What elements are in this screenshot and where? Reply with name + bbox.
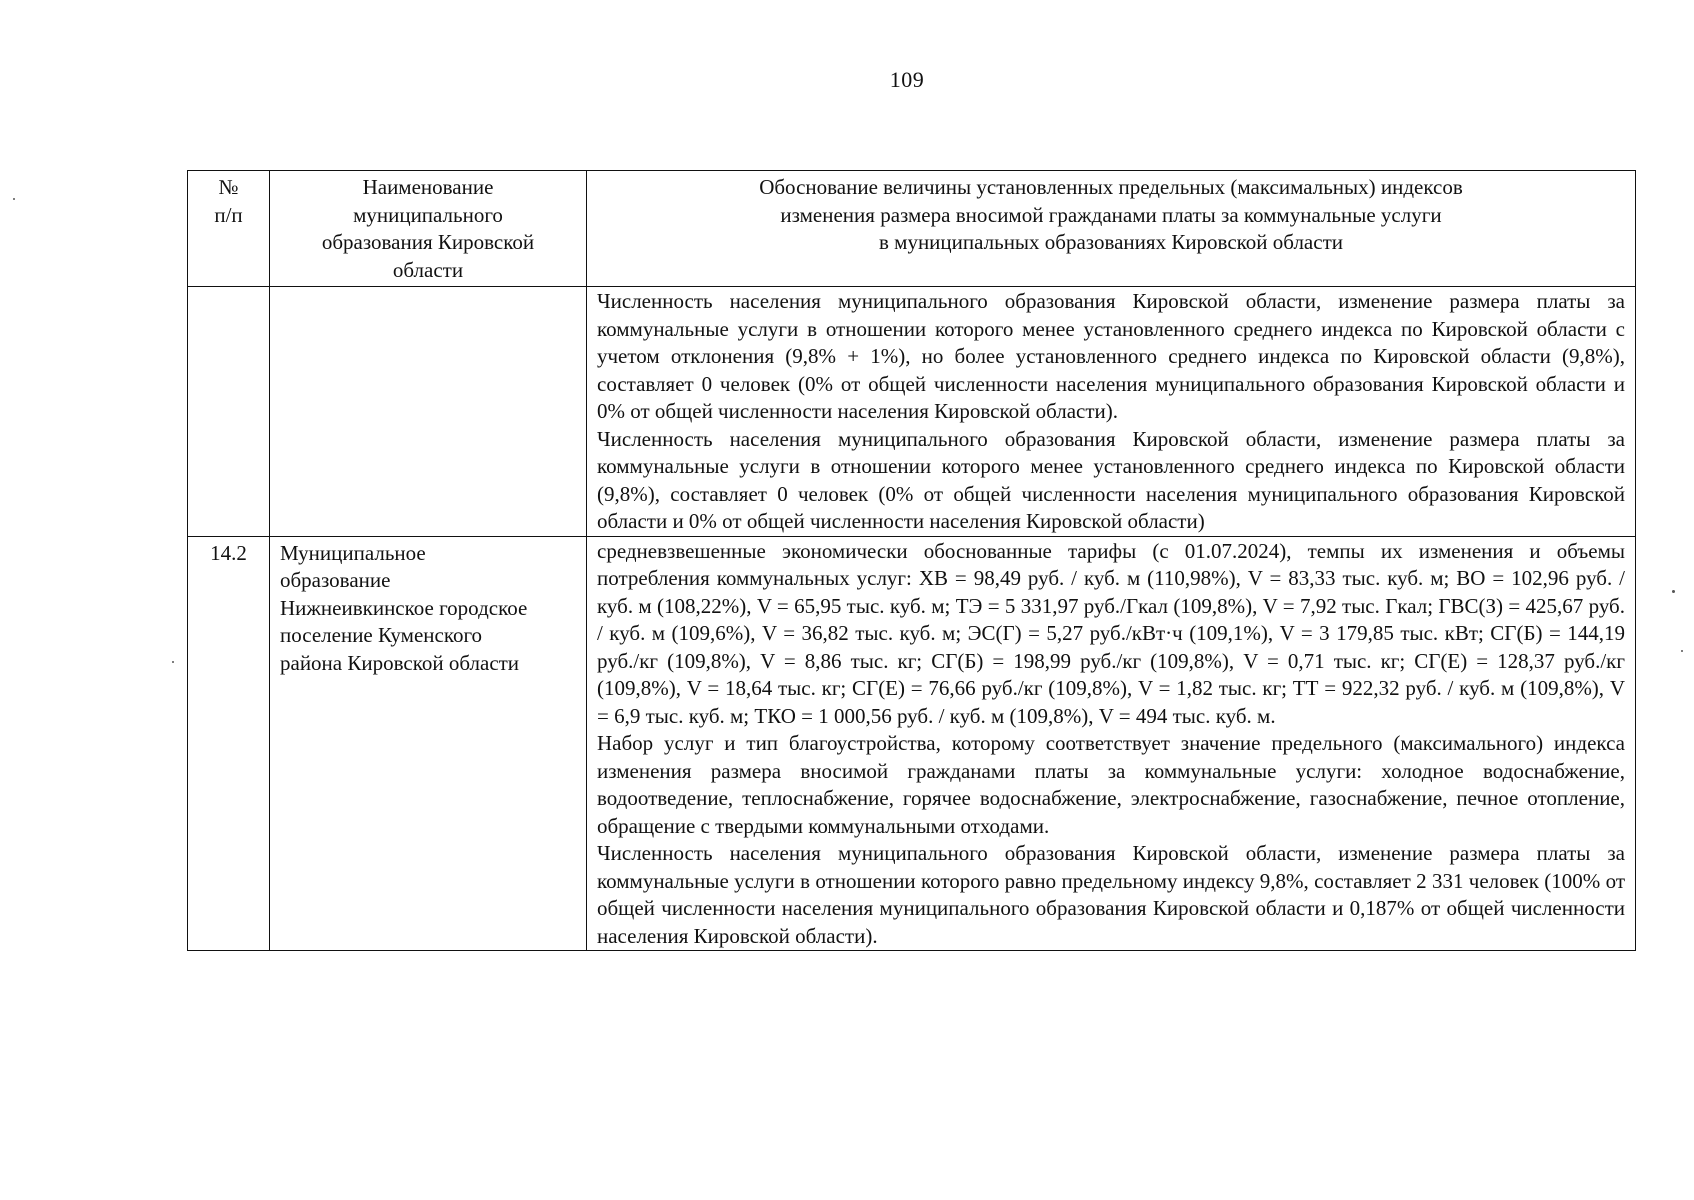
row-desc <box>587 287 1635 536</box>
row-name-line: Муниципальное <box>280 540 426 565</box>
row-name-line: района Кировской области <box>280 650 520 675</box>
header-desc-line: Обоснование величины установленных предельных (максимальных) индексов <box>759 175 1463 199</box>
row-name-line: поселение Куменского <box>280 623 483 647</box>
desc-paragraph: Набор услуг и тип благоустройства, которому соответствует значение предельного (максимального) индекса изменения размера вносимой гражданами платы за коммунальные услуги: холодное водоснабжение, водоотведение, теплоснабжение, горячее водоснабжение, электроснабжение, газоснабжение, печное отопление, обращение с твердыми коммунальными отходами. <box>597 731 1625 838</box>
row-name <box>270 537 586 681</box>
scan-speck <box>1681 650 1683 652</box>
desc-paragraph: Численность населения муниципального образования Кировской области, изменение размера платы за коммунальные услуги в отношении которого менее установленного среднего индекса по Кировской области с учетом отклонения (9,8% + 1%), но более установленного среднего индекса по Кировской области (9,8%), составляет 0 человек (0% от общей численности населения муниципального образования Кировской области и 0% от общей численности населения Кировской области). <box>597 289 1625 423</box>
page-number: 109 <box>889 67 925 92</box>
row-desc-cell <box>587 287 1636 537</box>
row-num-cell <box>188 287 270 537</box>
header-name <box>270 171 586 286</box>
scan-speck <box>172 661 174 663</box>
row-num <box>188 287 269 293</box>
desc-paragraph: средневзвешенные экономически обоснованные тарифы (с 01.07.2024), темпы их изменения и объемы потребления коммунальных услуг: ХВ = 98,49 руб. / куб. м (110,98%), V = 83,33 тыс. куб. м; ВО = 102,96 руб. / куб. м (108,22%), V = 65,95 тыс. куб. м; ТЭ = 5 331,97 руб./Гкал (109,8%), V = 7,92 тыс. Гкал; ГВС(З) = 425,67 руб. / куб. м (109,6%), V = 36,82 тыс. куб. м; ЭС(Г) = 5,27 руб./кВт·ч (109,1%), V = 3 179,85 тыс. кВт; СГ(Б) = 144,19 руб./кг (109,8%), V = 8,86 тыс. кг; СГ(Б) = 198,99 руб./кг (109,8%), V = 0,71 тыс. кг; СГ(Е) = 128,37 руб./кг (109,8%), V = 18,64 тыс. кг; СГ(Е) = 76,66 руб./кг (109,8%), V = 1,82 тыс. кг; ТТ = 922,32 руб. / куб. м (109,8%), V = 6,9 тыс. куб. м; ТКО = 1 000,56 руб. / куб. м (109,8%), V = 494 тыс. куб. м. <box>597 538 1625 728</box>
table-header-row <box>188 171 1636 287</box>
header-name-line: области <box>392 257 464 282</box>
table-row <box>188 536 1636 951</box>
header-desc-line: изменения размера вносимой гражданами платы за коммунальные услуги <box>780 202 1442 227</box>
header-name-line: муниципального <box>353 202 503 227</box>
header-desc <box>587 171 1635 259</box>
desc-paragraph: Численность населения муниципального образования Кировской области, изменение размера платы за коммунальные услуги в отношении которого равно предельному индексу 9,8%, составляет 2 331 человек (100% от общей численности населения муниципального образования Кировской области и 0,187% от общей численности населения Кировской области). <box>597 841 1625 948</box>
header-name-cell <box>270 171 587 287</box>
row-name-line: Нижнеивкинское городское <box>280 595 528 620</box>
row-desc <box>587 537 1635 951</box>
header-desc-line: в муниципальных образованиях Кировской области <box>878 230 1343 254</box>
row-name-cell <box>270 536 587 951</box>
row-desc-cell <box>587 536 1636 951</box>
row-num-cell <box>188 536 270 951</box>
header-num <box>188 171 269 231</box>
header-desc-cell <box>587 171 1636 287</box>
table-row <box>188 287 1636 537</box>
header-name-line: Наименование <box>362 175 494 199</box>
header-num-line: п/п <box>214 202 243 227</box>
row-name <box>270 287 586 293</box>
header-num-line: № <box>218 175 239 199</box>
justification-table <box>187 170 1636 951</box>
desc-paragraph: Численность населения муниципального образования Кировской области, изменение размера платы за коммунальные услуги в отношении которого менее установленного среднего индекса по Кировской области (9,8%), составляет 0 человек (0% от общей численности населения муниципального образования Кировской области и 0% от общей численности населения Кировской области) <box>597 426 1625 533</box>
scan-speck <box>1672 590 1675 593</box>
header-name-line: образования Кировской <box>321 230 535 254</box>
row-num: 14.2 <box>210 540 247 565</box>
header-num-cell <box>188 171 270 287</box>
row-name-cell <box>270 287 587 537</box>
scan-speck <box>13 198 15 200</box>
row-name-line: образование <box>280 568 391 592</box>
